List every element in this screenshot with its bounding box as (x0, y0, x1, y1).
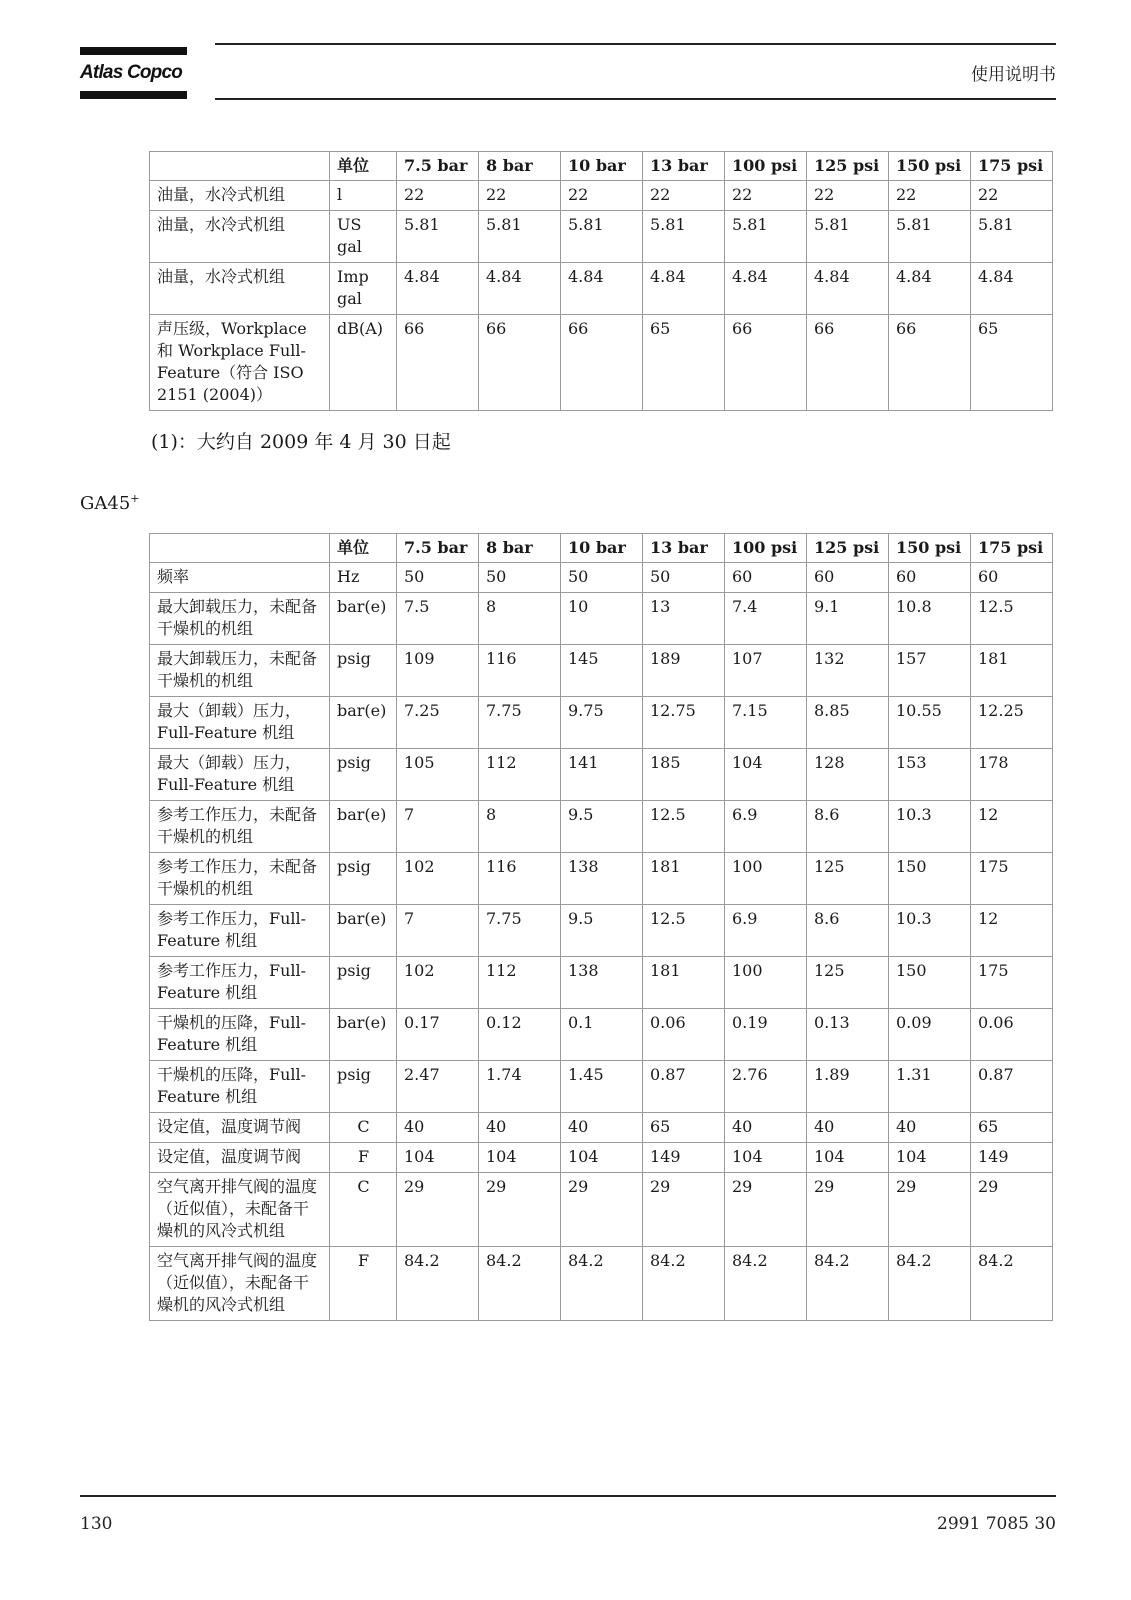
value-cell: 138 (561, 957, 643, 1009)
header-rule-top (215, 43, 1056, 45)
value-cell: 60 (971, 563, 1053, 593)
table-header (150, 152, 1053, 181)
row-label: 参考工作压力，未配备干燥机的机组 (150, 853, 330, 905)
value-cell: 12.5 (643, 905, 725, 957)
row-label: 油量，水冷式机组 (150, 211, 330, 263)
value-cell: 7 (397, 905, 479, 957)
atlas-copco-logo (80, 47, 187, 99)
row-label: 油量，水冷式机组 (150, 263, 330, 315)
value-cell: 7.75 (479, 905, 561, 957)
unit-cell: Hz (330, 563, 397, 593)
value-cell: 178 (971, 749, 1053, 801)
value-cell: 2.47 (397, 1061, 479, 1113)
value-cell: 12 (971, 905, 1053, 957)
value-cell: 145 (561, 645, 643, 697)
value-cell: 12.25 (971, 697, 1053, 749)
table-row (150, 801, 1053, 853)
unit-cell: bar(e) (330, 905, 397, 957)
value-cell: 1.45 (561, 1061, 643, 1113)
value-cell: 60 (889, 563, 971, 593)
column-header: 150 psi (889, 152, 971, 181)
value-cell: 10.3 (889, 905, 971, 957)
table-body (150, 181, 1053, 411)
value-cell: 104 (561, 1143, 643, 1173)
value-cell: 29 (807, 1173, 889, 1247)
value-cell: 5.81 (971, 211, 1053, 263)
value-cell: 5.81 (397, 211, 479, 263)
value-cell: 100 (725, 853, 807, 905)
table-row (150, 853, 1053, 905)
value-cell: 5.81 (889, 211, 971, 263)
row-label: 设定值，温度调节阀 (150, 1143, 330, 1173)
value-cell: 29 (479, 1173, 561, 1247)
value-cell: 10 (561, 593, 643, 645)
value-cell: 0.87 (971, 1061, 1053, 1113)
value-cell: 12.5 (643, 801, 725, 853)
column-header: 13 bar (643, 534, 725, 563)
table-row (150, 905, 1053, 957)
value-cell: 8 (479, 593, 561, 645)
value-cell: 0.87 (643, 1061, 725, 1113)
value-cell: 0.12 (479, 1009, 561, 1061)
table-row (150, 1247, 1053, 1321)
table-row (150, 697, 1053, 749)
value-cell: 102 (397, 957, 479, 1009)
value-cell: 150 (889, 853, 971, 905)
value-cell: 40 (725, 1113, 807, 1143)
table-row (150, 1061, 1053, 1113)
unit-cell: F (330, 1247, 397, 1321)
value-cell: 150 (889, 957, 971, 1009)
table-row (150, 181, 1053, 211)
value-cell: 112 (479, 957, 561, 1009)
column-header: 125 psi (807, 152, 889, 181)
value-cell: 9.5 (561, 905, 643, 957)
value-cell: 175 (971, 853, 1053, 905)
value-cell: 0.09 (889, 1009, 971, 1061)
unit-cell: US gal (330, 211, 397, 263)
value-cell: 4.84 (889, 263, 971, 315)
value-cell: 66 (561, 315, 643, 411)
value-cell: 7.25 (397, 697, 479, 749)
value-cell: 0.06 (971, 1009, 1053, 1061)
value-cell: 65 (643, 315, 725, 411)
value-cell: 84.2 (889, 1247, 971, 1321)
value-cell: 66 (889, 315, 971, 411)
column-header: 150 psi (889, 534, 971, 563)
unit-cell: bar(e) (330, 697, 397, 749)
row-label: 参考工作压力，Full-Feature 机组 (150, 957, 330, 1009)
unit-cell: dB(A) (330, 315, 397, 411)
value-cell: 84.2 (561, 1247, 643, 1321)
value-cell: 12 (971, 801, 1053, 853)
value-cell: 104 (397, 1143, 479, 1173)
value-cell: 13 (643, 593, 725, 645)
value-cell: 1.31 (889, 1061, 971, 1113)
value-cell: 1.89 (807, 1061, 889, 1113)
value-cell: 29 (561, 1173, 643, 1247)
column-header: 单位 (330, 534, 397, 563)
value-cell: 0.19 (725, 1009, 807, 1061)
value-cell: 50 (561, 563, 643, 593)
unit-cell: bar(e) (330, 801, 397, 853)
oil-noise-spec-table (149, 151, 1053, 411)
value-cell: 60 (725, 563, 807, 593)
unit-cell: C (330, 1113, 397, 1143)
value-cell: 6.9 (725, 801, 807, 853)
row-label: 最大（卸载）压力，Full-Feature 机组 (150, 749, 330, 801)
document-number: 2991 7085 30 (937, 1514, 1056, 1534)
table-row (150, 749, 1053, 801)
row-label: 参考工作压力，Full-Feature 机组 (150, 905, 330, 957)
value-cell: 181 (643, 957, 725, 1009)
value-cell: 66 (807, 315, 889, 411)
row-label: 最大（卸载）压力，Full-Feature 机组 (150, 697, 330, 749)
value-cell: 22 (479, 181, 561, 211)
value-cell: 181 (643, 853, 725, 905)
row-label: 空气离开排气阀的温度（近似值），未配备干燥机的风冷式机组 (150, 1247, 330, 1321)
table-row (150, 1113, 1053, 1143)
unit-cell: F (330, 1143, 397, 1173)
value-cell: 4.84 (643, 263, 725, 315)
value-cell: 12.5 (971, 593, 1053, 645)
value-cell: 22 (971, 181, 1053, 211)
value-cell: 149 (971, 1143, 1053, 1173)
table-row (150, 263, 1053, 315)
row-label: 最大卸载压力，未配备干燥机的机组 (150, 593, 330, 645)
value-cell: 22 (889, 181, 971, 211)
value-cell: 29 (397, 1173, 479, 1247)
row-label: 最大卸载压力，未配备干燥机的机组 (150, 645, 330, 697)
value-cell: 22 (397, 181, 479, 211)
column-header (150, 534, 330, 563)
value-cell: 50 (479, 563, 561, 593)
row-label: 油量，水冷式机组 (150, 181, 330, 211)
value-cell: 9.5 (561, 801, 643, 853)
unit-cell: psig (330, 749, 397, 801)
header-row (150, 152, 1053, 181)
row-label: 频率 (150, 563, 330, 593)
header-rule-bottom (215, 98, 1056, 100)
section-title: GA45 (80, 493, 131, 514)
value-cell: 100 (725, 957, 807, 1009)
section-heading (80, 492, 140, 514)
value-cell: 66 (725, 315, 807, 411)
value-cell: 29 (643, 1173, 725, 1247)
value-cell: 50 (643, 563, 725, 593)
value-cell: 10.55 (889, 697, 971, 749)
value-cell: 4.84 (479, 263, 561, 315)
value-cell: 29 (725, 1173, 807, 1247)
value-cell: 125 (807, 853, 889, 905)
value-cell: 0.1 (561, 1009, 643, 1061)
unit-cell: C (330, 1173, 397, 1247)
value-cell: 40 (561, 1113, 643, 1143)
row-label: 声压级，Workplace 和 Workplace Full-Feature（符合 ISO 2151 (2004)） (150, 315, 330, 411)
value-cell: 7.75 (479, 697, 561, 749)
value-cell: 7.5 (397, 593, 479, 645)
column-header: 8 bar (479, 534, 561, 563)
value-cell: 181 (971, 645, 1053, 697)
value-cell: 5.81 (479, 211, 561, 263)
table-row (150, 1143, 1053, 1173)
value-cell: 175 (971, 957, 1053, 1009)
value-cell: 104 (479, 1143, 561, 1173)
value-cell: 10.3 (889, 801, 971, 853)
value-cell: 8.6 (807, 801, 889, 853)
value-cell: 1.74 (479, 1061, 561, 1113)
column-header: 10 bar (561, 534, 643, 563)
column-header: 100 psi (725, 152, 807, 181)
table-body (150, 563, 1053, 1321)
value-cell: 4.84 (971, 263, 1053, 315)
value-cell: 66 (397, 315, 479, 411)
value-cell: 4.84 (725, 263, 807, 315)
value-cell: 29 (971, 1173, 1053, 1247)
ga45-spec-table (149, 533, 1053, 1321)
row-label: 参考工作压力，未配备干燥机的机组 (150, 801, 330, 853)
value-cell: 22 (725, 181, 807, 211)
column-header: 125 psi (807, 534, 889, 563)
table-row (150, 593, 1053, 645)
value-cell: 112 (479, 749, 561, 801)
value-cell: 60 (807, 563, 889, 593)
column-header: 7.5 bar (397, 534, 479, 563)
value-cell: 5.81 (807, 211, 889, 263)
column-header: 13 bar (643, 152, 725, 181)
column-header: 175 psi (971, 152, 1053, 181)
value-cell: 66 (479, 315, 561, 411)
value-cell: 7.4 (725, 593, 807, 645)
unit-cell: psig (330, 957, 397, 1009)
table-row (150, 957, 1053, 1009)
value-cell: 8 (479, 801, 561, 853)
value-cell: 65 (971, 1113, 1053, 1143)
value-cell: 29 (889, 1173, 971, 1247)
value-cell: 10.8 (889, 593, 971, 645)
value-cell: 9.75 (561, 697, 643, 749)
value-cell: 2.76 (725, 1061, 807, 1113)
value-cell: 149 (643, 1143, 725, 1173)
value-cell: 138 (561, 853, 643, 905)
value-cell: 40 (397, 1113, 479, 1143)
value-cell: 107 (725, 645, 807, 697)
unit-cell: psig (330, 1061, 397, 1113)
value-cell: 7.15 (725, 697, 807, 749)
value-cell: 4.84 (807, 263, 889, 315)
value-cell: 116 (479, 645, 561, 697)
column-header: 单位 (330, 152, 397, 181)
value-cell: 189 (643, 645, 725, 697)
row-label: 干燥机的压降，Full-Feature 机组 (150, 1061, 330, 1113)
column-header: 175 psi (971, 534, 1053, 563)
unit-cell: bar(e) (330, 1009, 397, 1061)
value-cell: 65 (643, 1113, 725, 1143)
table-row (150, 1173, 1053, 1247)
value-cell: 12.75 (643, 697, 725, 749)
value-cell: 40 (807, 1113, 889, 1143)
value-cell: 141 (561, 749, 643, 801)
value-cell: 0.13 (807, 1009, 889, 1061)
value-cell: 157 (889, 645, 971, 697)
unit-cell: bar(e) (330, 593, 397, 645)
row-label: 空气离开排气阀的温度（近似值），未配备干燥机的风冷式机组 (150, 1173, 330, 1247)
value-cell: 7 (397, 801, 479, 853)
value-cell: 84.2 (643, 1247, 725, 1321)
page-number: 130 (80, 1514, 113, 1534)
header-row (150, 534, 1053, 563)
value-cell: 185 (643, 749, 725, 801)
value-cell: 22 (807, 181, 889, 211)
section-title-sup: + (130, 492, 140, 505)
document-title: 使用说明书 (971, 65, 1056, 85)
logo-wordmark: Atlas Copco (80, 62, 183, 83)
value-cell: 84.2 (479, 1247, 561, 1321)
value-cell: 5.81 (725, 211, 807, 263)
table-row (150, 1009, 1053, 1061)
value-cell: 153 (889, 749, 971, 801)
value-cell: 4.84 (561, 263, 643, 315)
value-cell: 5.81 (643, 211, 725, 263)
value-cell: 109 (397, 645, 479, 697)
table-header (150, 534, 1053, 563)
logo-top-bar (80, 47, 187, 55)
value-cell: 50 (397, 563, 479, 593)
value-cell: 104 (725, 749, 807, 801)
value-cell: 128 (807, 749, 889, 801)
table-row (150, 563, 1053, 593)
value-cell: 0.17 (397, 1009, 479, 1061)
unit-cell: psig (330, 645, 397, 697)
table-row (150, 645, 1053, 697)
value-cell: 4.84 (397, 263, 479, 315)
unit-cell: psig (330, 853, 397, 905)
column-header: 10 bar (561, 152, 643, 181)
value-cell: 6.9 (725, 905, 807, 957)
value-cell: 102 (397, 853, 479, 905)
value-cell: 116 (479, 853, 561, 905)
value-cell: 22 (643, 181, 725, 211)
value-cell: 65 (971, 315, 1053, 411)
table-row (150, 315, 1053, 411)
table-row (150, 211, 1053, 263)
footer-rule (80, 1495, 1056, 1497)
value-cell: 84.2 (397, 1247, 479, 1321)
value-cell: 40 (889, 1113, 971, 1143)
value-cell: 0.06 (643, 1009, 725, 1061)
value-cell: 84.2 (807, 1247, 889, 1321)
value-cell: 5.81 (561, 211, 643, 263)
unit-cell: l (330, 181, 397, 211)
value-cell: 9.1 (807, 593, 889, 645)
row-label: 干燥机的压降，Full-Feature 机组 (150, 1009, 330, 1061)
unit-cell: Imp gal (330, 263, 397, 315)
value-cell: 105 (397, 749, 479, 801)
logo-bottom-bar (80, 91, 187, 99)
value-cell: 40 (479, 1113, 561, 1143)
row-label: 设定值，温度调节阀 (150, 1113, 330, 1143)
value-cell: 132 (807, 645, 889, 697)
value-cell: 104 (807, 1143, 889, 1173)
column-header: 8 bar (479, 152, 561, 181)
value-cell: 84.2 (971, 1247, 1053, 1321)
footnote: (1)：大约自 2009 年 4 月 30 日起 (151, 431, 451, 453)
column-header: 7.5 bar (397, 152, 479, 181)
value-cell: 84.2 (725, 1247, 807, 1321)
value-cell: 104 (725, 1143, 807, 1173)
value-cell: 125 (807, 957, 889, 1009)
value-cell: 8.85 (807, 697, 889, 749)
column-header (150, 152, 330, 181)
value-cell: 8.6 (807, 905, 889, 957)
value-cell: 22 (561, 181, 643, 211)
column-header: 100 psi (725, 534, 807, 563)
value-cell: 104 (889, 1143, 971, 1173)
